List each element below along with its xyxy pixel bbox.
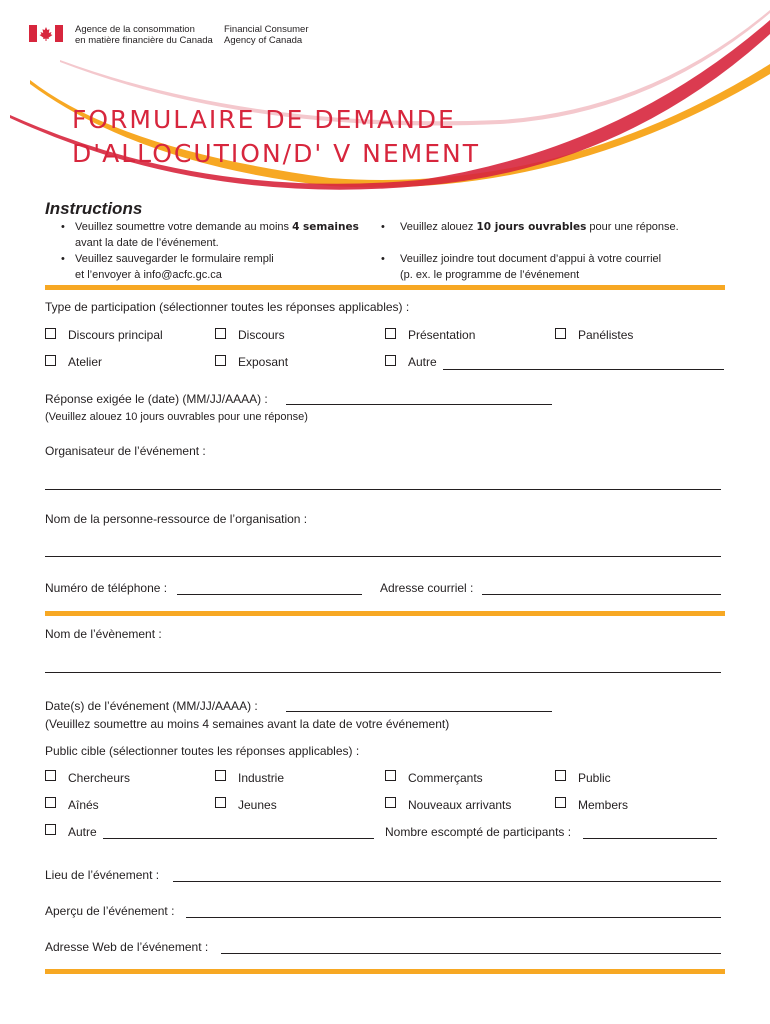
instruction-left-2: • Veuillez sauvegarder le formulaire rempli et l’envoyer à info@acfc.gc.ca <box>61 253 274 281</box>
website-label: Adresse Web de l’événement : <box>45 940 209 954</box>
checkbox-public[interactable] <box>555 770 566 781</box>
checkbox-panelistes[interactable] <box>555 328 566 339</box>
form-title-line2: D'ALLOCUTION/D' V NEMENT <box>72 139 481 168</box>
response-date-field[interactable] <box>286 404 552 405</box>
option-discours: Discours <box>238 328 285 342</box>
option-presentation: Présentation <box>408 328 476 342</box>
option-atelier: Atelier <box>68 355 103 369</box>
instruction-right-1: • Veuillez alouez 10 jours ouvrables pour une réponse. <box>381 221 679 233</box>
event-dates-label: Date(s) de l’événement (MM/JJ/AAAA) : <box>45 699 258 713</box>
option-aines: Aînés <box>68 798 99 812</box>
instructions-heading: Instructions <box>45 199 143 218</box>
response-note: (Veuillez alouez 10 jours ouvrables pour une réponse) <box>45 411 308 423</box>
event-dates-note: (Veuillez soumettre au moins 4 semaines avant la date de votre événement) <box>45 717 450 731</box>
event-name-label: Nom de l’évènement : <box>45 627 162 641</box>
autre-audience-field[interactable] <box>103 838 374 839</box>
checkbox-nouveaux-arrivants[interactable] <box>385 797 396 808</box>
organizer-label: Organisateur de l’événement : <box>45 444 206 458</box>
checkbox-members[interactable] <box>555 797 566 808</box>
option-nouveaux-arrivants: Nouveaux arrivants <box>408 798 512 812</box>
location-field[interactable] <box>173 881 721 882</box>
checkbox-jeunes[interactable] <box>215 797 226 808</box>
option-discours-principal: Discours principal <box>68 328 163 342</box>
checkbox-autre-participation[interactable] <box>385 355 396 366</box>
checkbox-discours-principal[interactable] <box>45 328 56 339</box>
contact-label: Nom de la personne-ressource de l’organisation : <box>45 512 308 526</box>
event-name-field[interactable] <box>45 672 721 673</box>
section-divider-1 <box>45 285 725 290</box>
option-commercants: Commerçants <box>408 771 483 785</box>
option-autre-audience: Autre <box>68 825 97 839</box>
option-chercheurs: Chercheurs <box>68 771 131 785</box>
audience-label: Public cible (sélectionner toutes les réponses applicables) : <box>45 744 360 758</box>
overview-field[interactable] <box>186 917 721 918</box>
option-autre-participation: Autre <box>408 355 437 369</box>
phone-label: Numéro de téléphone : <box>45 581 168 595</box>
checkbox-autre-audience[interactable] <box>45 824 56 835</box>
instruction-right-2: • Veuillez joindre tout document d’appui à votre courriel (p. ex. le programme de l’événement <box>381 253 662 281</box>
form-title <box>72 103 480 171</box>
section-divider-2 <box>45 611 725 616</box>
response-date-label: Réponse exigée le (date) (MM/JJ/AAAA) : <box>45 392 268 406</box>
website-field[interactable] <box>221 953 721 954</box>
expected-participants-field[interactable] <box>583 838 717 839</box>
option-industrie: Industrie <box>238 771 285 785</box>
event-dates-field[interactable] <box>286 711 552 712</box>
checkbox-exposant[interactable] <box>215 355 226 366</box>
option-exposant: Exposant <box>238 355 289 369</box>
location-label: Lieu de l’événement : <box>45 868 160 882</box>
email-field[interactable] <box>482 594 721 595</box>
email-label: Adresse courriel : <box>380 581 474 595</box>
checkbox-atelier[interactable] <box>45 355 56 366</box>
contact-field[interactable] <box>45 556 721 557</box>
option-members: Members <box>578 798 629 812</box>
agency-name-en: Financial Consumer Agency of Canada <box>224 24 309 46</box>
participation-label: Type de participation (sélectionner toutes les réponses applicables) : <box>45 300 410 314</box>
checkbox-commercants[interactable] <box>385 770 396 781</box>
checkbox-chercheurs[interactable] <box>45 770 56 781</box>
checkbox-presentation[interactable] <box>385 328 396 339</box>
autre-participation-field[interactable] <box>443 369 724 370</box>
organizer-field[interactable] <box>45 489 721 490</box>
overview-label: Aperçu de l’événement : <box>45 904 175 918</box>
option-public: Public <box>578 771 611 785</box>
option-jeunes: Jeunes <box>238 798 277 812</box>
section-divider-3 <box>45 969 725 974</box>
checkbox-aines[interactable] <box>45 797 56 808</box>
phone-field[interactable] <box>177 594 362 595</box>
agency-name-fr: Agence de la consommation en matière financière du Canada <box>75 24 213 46</box>
expected-participants-label: Nombre escompté de participants : <box>385 825 572 839</box>
form-title-line1: FORMULAIRE DE DEMANDE <box>72 105 456 134</box>
checkbox-industrie[interactable] <box>215 770 226 781</box>
checkbox-discours[interactable] <box>215 328 226 339</box>
option-panelistes: Panélistes <box>578 328 634 342</box>
instruction-left-1: • Veuillez soumettre votre demande au moins 4 semaines avant la date de l’événement. <box>61 221 359 249</box>
